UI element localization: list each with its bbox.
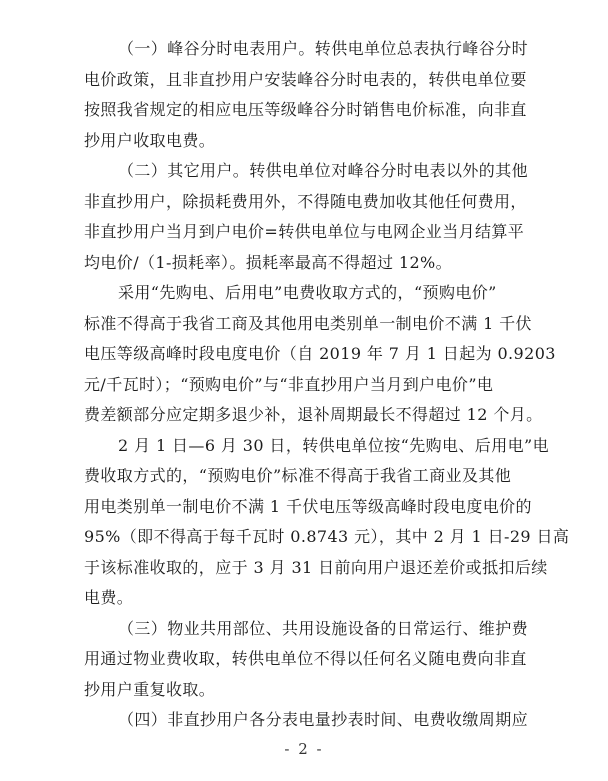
text-line: 按照我省规定的相应电压等级峰谷分时销售电价标准，向非直	[84, 100, 527, 119]
paragraph-other-users	[84, 156, 529, 278]
text-line: 用电类别单一制电价不满 1 千伏电压等级高峰时段电度电价的	[84, 496, 532, 516]
text-line: 均电价/（1-损耗率）。损耗率最高不得超过 12%。	[84, 252, 453, 272]
text-line: 电价政策，且非直抄用户安装峰谷分时电表的，转供电单位要	[84, 69, 527, 89]
paragraph-property-fees	[84, 614, 529, 706]
text-line: 元/千瓦时）；“预购电价”与“非直抄用户当月到户电价”电	[84, 374, 494, 394]
text-line: （三）物业共用部位、共用设施设备的日常运行、维护费	[118, 618, 529, 638]
page-number: - 2 -	[284, 740, 324, 758]
text-line: 95%（即不得高于每千瓦时 0.8743 元），其中 2 月 1 日-29 日高	[84, 527, 570, 546]
text-line: 标准不得高于我省工商及其他用电类别单一制电价不满 1 千伏	[84, 313, 532, 333]
text-line: （四）非直抄用户各分表电量抄表时间、电费收缴周期应	[118, 710, 529, 729]
text-line: （一）峰谷分时电表用户。转供电单位总表执行峰谷分时	[118, 39, 529, 58]
text-line: 用通过物业费收取，转供电单位不得以任何名义随电费向非直	[84, 649, 527, 668]
text-line: 电费。	[84, 588, 134, 607]
text-line: 采用“先购电、后用电”电费收取方式的，“预购电价”	[118, 283, 497, 302]
paragraph-peak-valley-users	[84, 34, 529, 156]
paragraph-metering-schedule	[84, 705, 529, 736]
paragraph-feb-jun-period	[84, 431, 570, 614]
text-line: 费收取方式的，“预购电价”标准不得高于我省工商业及其他	[84, 466, 512, 485]
text-line: （二）其它用户。转供电单位对峰谷分时电表以外的其他	[118, 161, 529, 180]
text-line: 非直抄用户，除损耗费用外，不得随电费加收其他任何费用，	[84, 191, 527, 211]
document-body	[84, 34, 570, 736]
text-line: 电压等级高峰时段电度电价（自 2019 年 7 月 1 日起为 0.9203	[84, 344, 556, 363]
text-line: 于该标准收取的，应于 3 月 31 日前向用户退还差价或抵扣后续	[84, 557, 548, 577]
paragraph-prepaid-pricing	[84, 278, 556, 431]
text-line: 费差额部分应定期多退少补，退补周期最长不得超过 12 个月。	[84, 405, 543, 424]
text-line: 抄用户重复收取。	[84, 679, 216, 699]
text-line: 抄用户收取电费。	[84, 130, 216, 150]
text-line: 2 月 1 日—6 月 30 日，转供电单位按“先购电、后用电”电	[118, 435, 549, 455]
text-line: 非直抄用户当月到户电价=转供电单位与电网企业当月结算平	[84, 222, 525, 241]
